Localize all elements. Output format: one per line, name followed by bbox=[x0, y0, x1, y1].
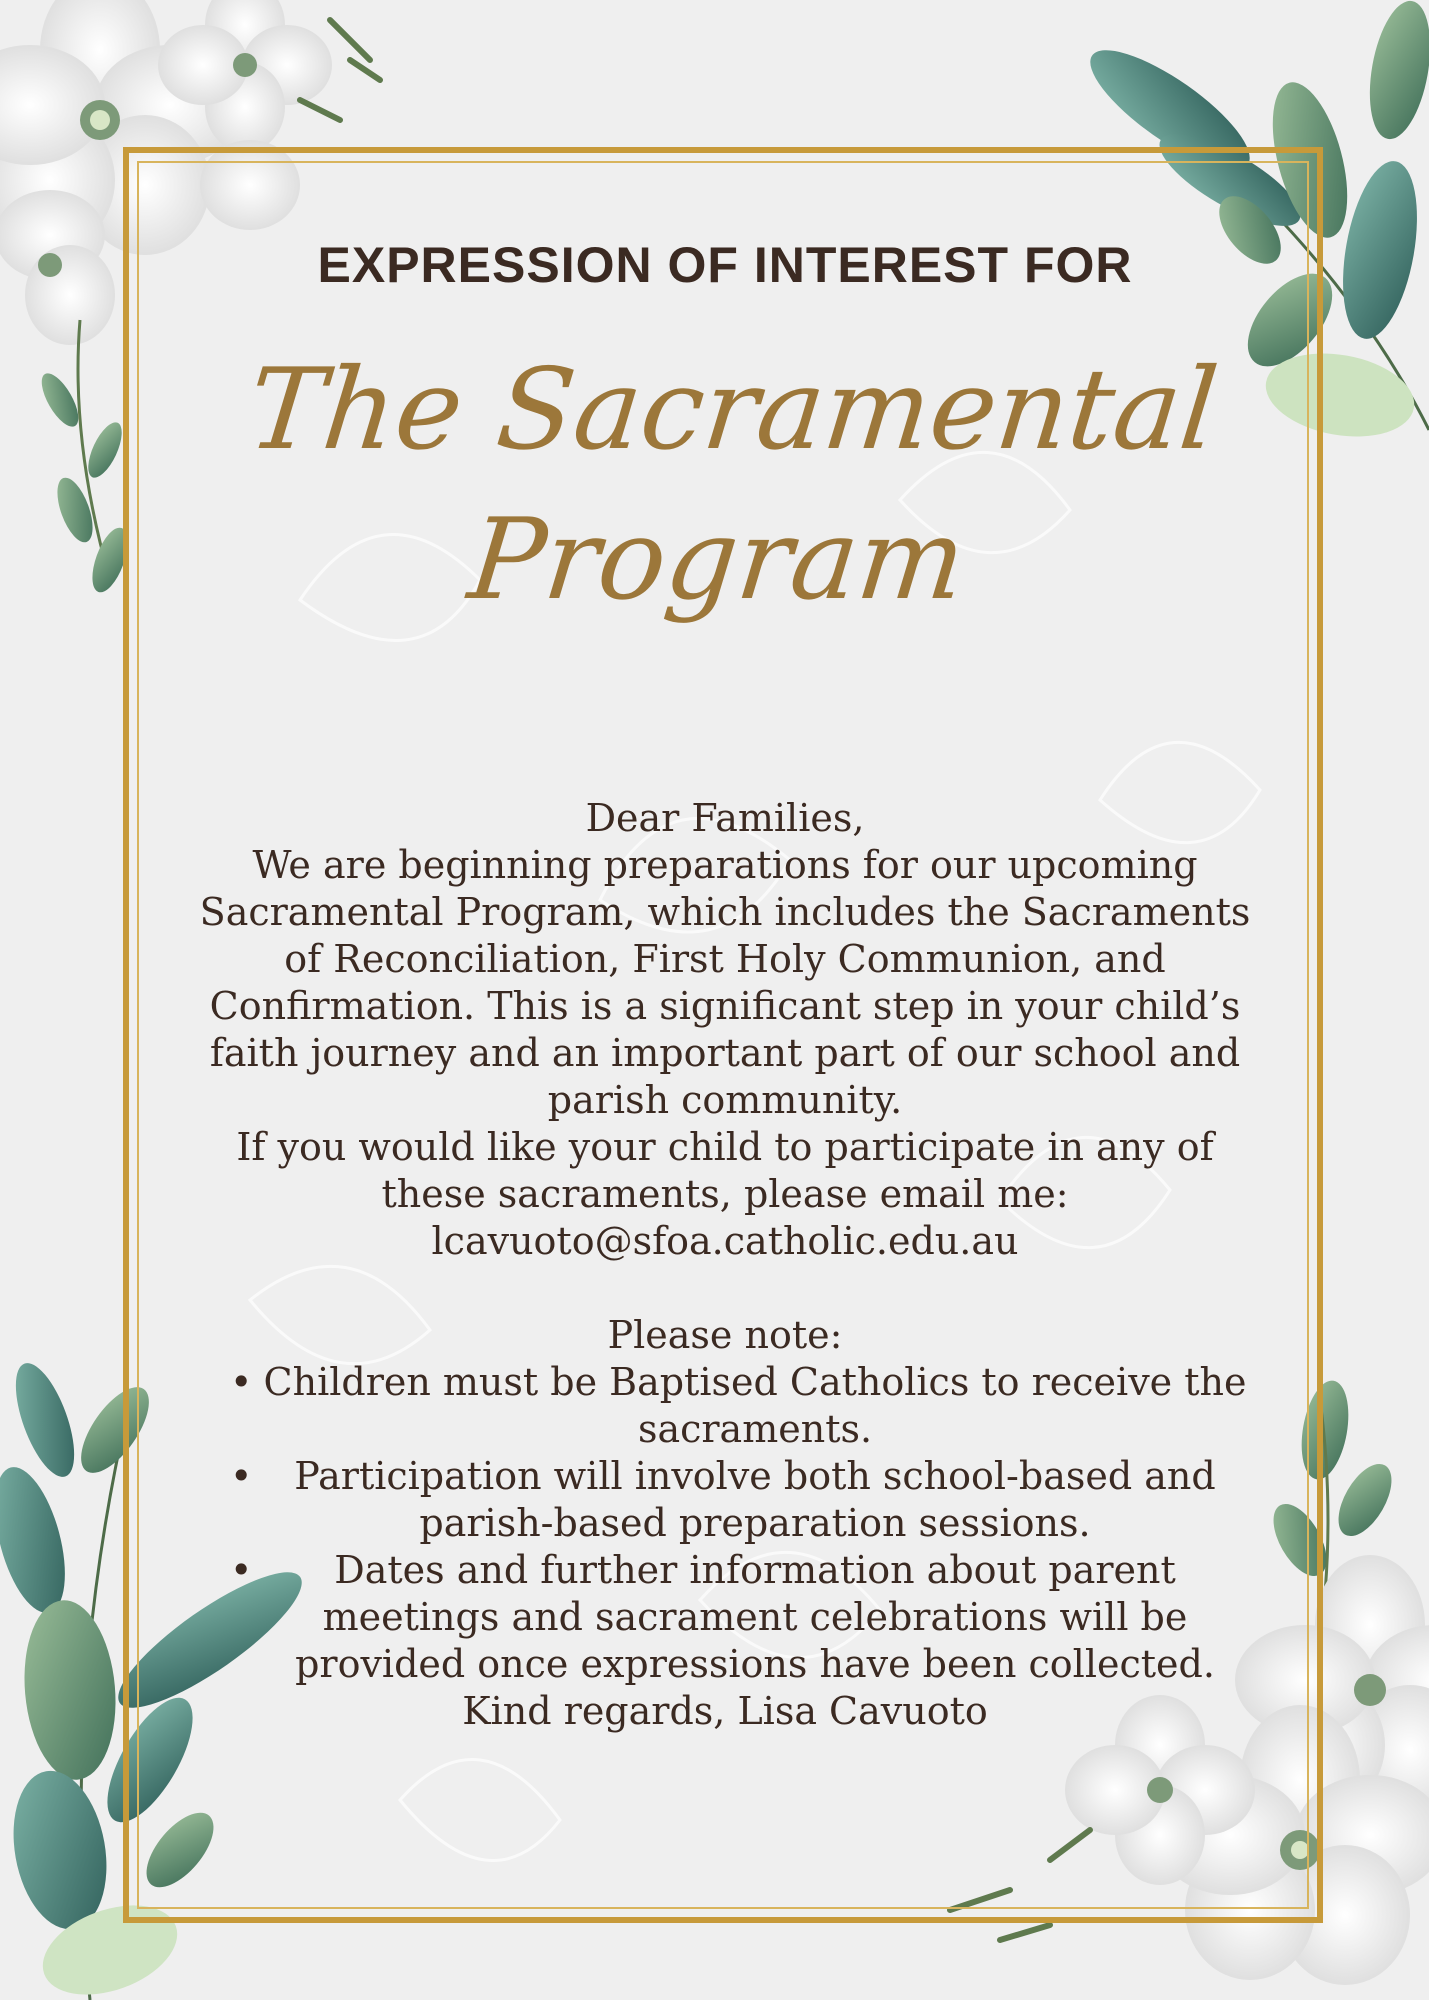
bullet-icon: • bbox=[230, 1454, 253, 1498]
note-heading: Please note: bbox=[607, 1313, 843, 1357]
bullet-icon: • bbox=[230, 1360, 253, 1404]
notes-list bbox=[180, 1359, 1270, 1688]
letter-body bbox=[180, 795, 1270, 1735]
bullet-icon: • bbox=[230, 1548, 253, 1592]
title-line-1: The Sacramental bbox=[242, 345, 1224, 475]
kicker-heading: EXPRESSION OF INTEREST FOR bbox=[317, 237, 1133, 293]
signoff: Kind regards, Lisa Cavuoto bbox=[462, 1689, 988, 1733]
list-item bbox=[180, 1453, 1270, 1547]
list-item bbox=[180, 1359, 1270, 1453]
note-text: Dates and further information about parent meetings and sacrament celebrations will be provided once expressions have been collected. bbox=[295, 1548, 1215, 1686]
paragraph-request: If you would like your child to participate in any of these sacraments, please email me: bbox=[236, 1125, 1214, 1216]
salutation: Dear Families, bbox=[585, 796, 865, 840]
spacer bbox=[180, 1265, 1270, 1312]
paragraph-intro: We are beginning preparations for our upcoming Sacramental Program, which includes the Sacraments of Reconciliation, First Holy Communion, and Confirmation. This is a significant step in your child’s faith journey and an important part of our school and parish community. bbox=[199, 843, 1251, 1122]
program-title bbox=[164, 335, 1286, 635]
note-text: Children must be Baptised Catholics to receive the sacraments. bbox=[263, 1360, 1247, 1451]
contact-email[interactable]: lcavuoto@sfoa.catholic.edu.au bbox=[431, 1219, 1019, 1263]
list-item bbox=[180, 1547, 1270, 1688]
note-text: Participation will involve both school-based and parish-based preparation sessions. bbox=[294, 1454, 1216, 1545]
title-line-2: Program bbox=[463, 495, 972, 625]
flyer-content bbox=[180, 235, 1270, 1735]
